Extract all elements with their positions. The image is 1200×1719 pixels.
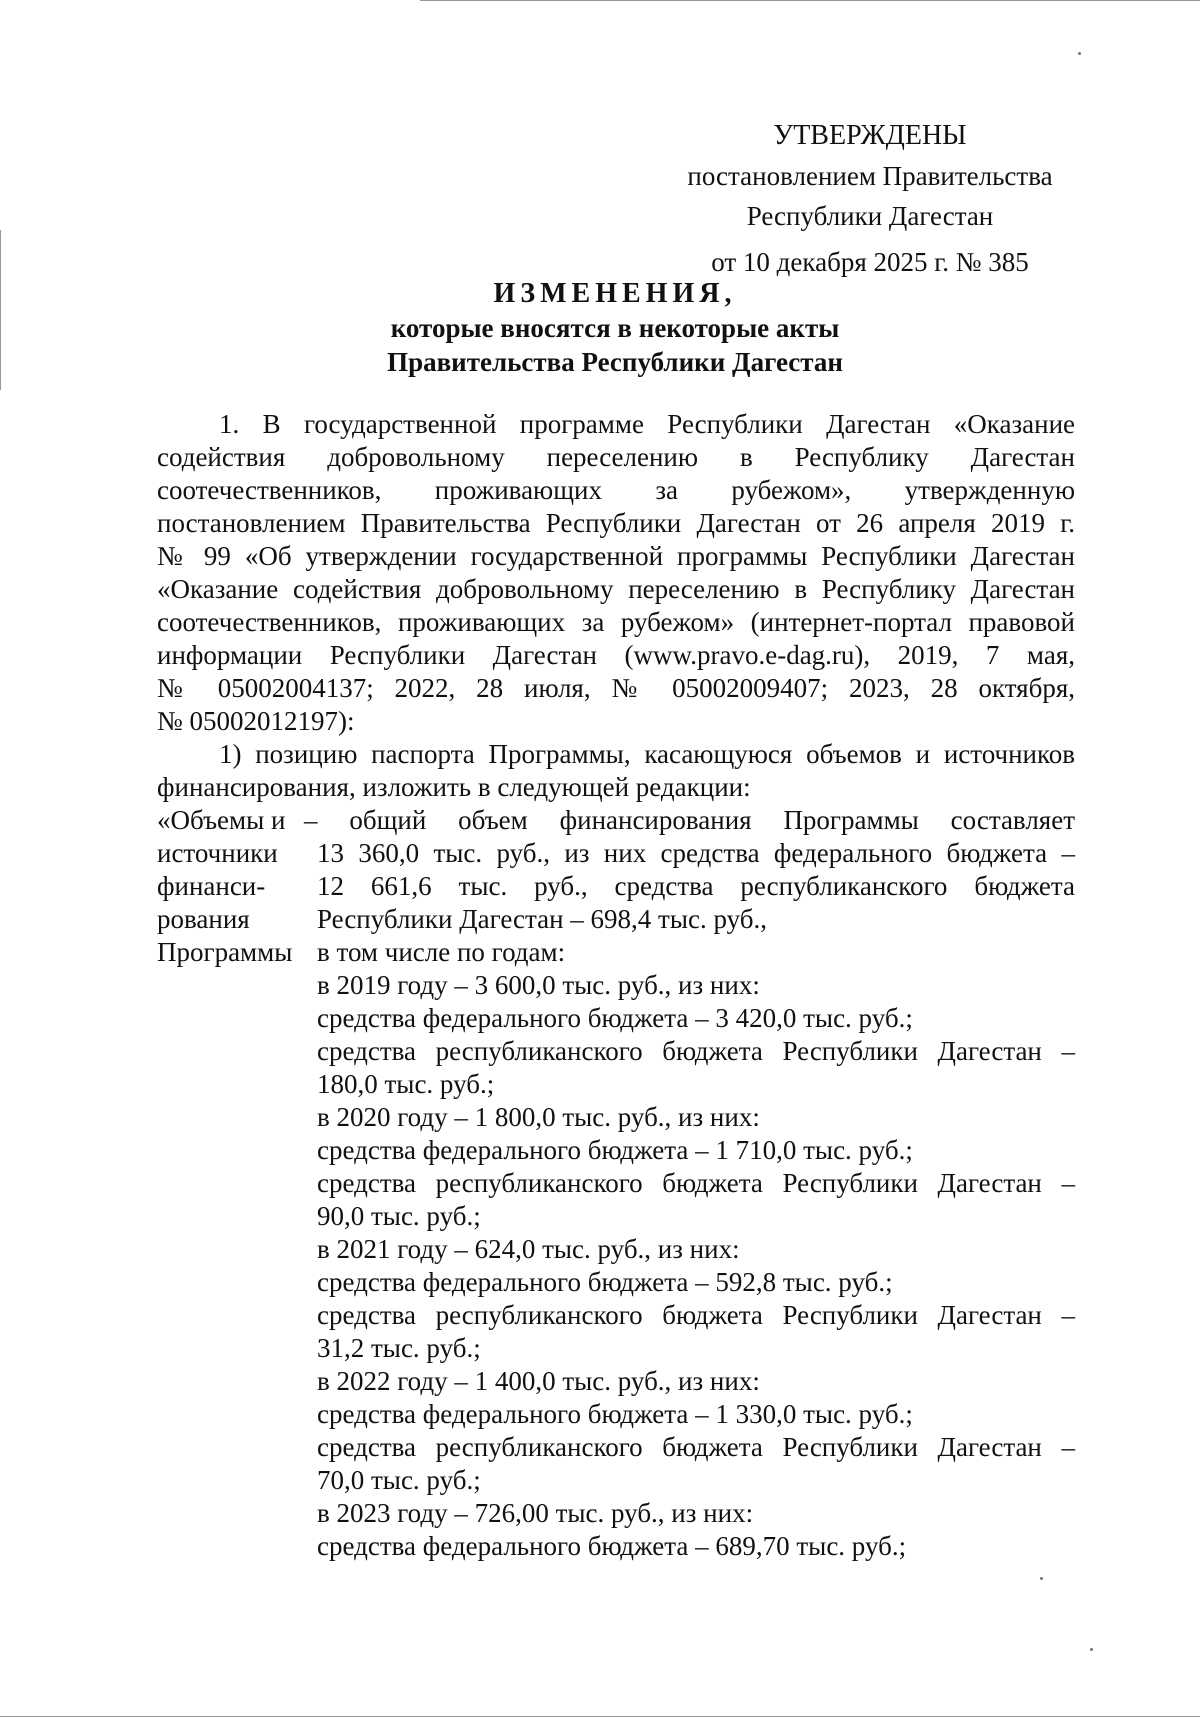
passport-text-line: средства республиканского бюджета Республики Дагестан – <box>317 1168 1075 1198</box>
passport-text-line: средства федерального бюджета – 1 330,0 тыс. руб.; <box>317 1399 913 1429</box>
document-heading <box>0 277 1200 379</box>
passport-label-line: Программы <box>157 937 293 967</box>
scan-speck <box>1078 52 1081 55</box>
passport-text-line: 90,0 тыс. руб.; <box>317 1201 481 1231</box>
passport-text-line: средства федерального бюджета – 592,8 тыс. руб.; <box>317 1267 893 1297</box>
passport-text-line: 12 661,6 тыс. руб., средства республиканского бюджета <box>317 871 1075 901</box>
passport-text-line: в том числе по годам: <box>317 937 566 967</box>
passport-text-line: в 2021 году – 624,0 тыс. руб., из них: <box>317 1234 740 1264</box>
text-line: 1) позицию паспорта Программы, касающуюся объемов и источников <box>219 739 1075 769</box>
scan-speck <box>1090 1648 1093 1651</box>
passport-text-line: средства республиканского бюджета Республики Дагестан – <box>317 1300 1075 1330</box>
passport-text-line: 180,0 тыс. руб.; <box>317 1069 495 1099</box>
passport-label-line: финанси- <box>157 871 266 901</box>
approval-date: от 10 декабря 2025 г. № 385 <box>711 247 1029 277</box>
passport-text-line: – общий объем финансирования Программы составляет <box>304 805 1075 835</box>
scan-edge-top <box>420 0 1200 1</box>
passport-position <box>157 804 1075 1563</box>
passport-label <box>157 804 317 1563</box>
text-line: «Оказание содействия добровольному переселению в Республику Дагестан <box>157 574 1075 604</box>
passport-text-line: средства федерального бюджета – 3 420,0 тыс. руб.; <box>317 1003 913 1033</box>
approval-line: постановлением Правительства <box>687 161 1053 191</box>
passport-text-line: средства республиканского бюджета Республики Дагестан – <box>317 1036 1075 1066</box>
text-line: № 05002004137; 2022, 28 июля, № 05002009407; 2023, 28 октября, <box>157 673 1075 703</box>
text-line: информации Республики Дагестан (www.pravo.e-dag.ru), 2019, 7 мая, <box>157 640 1075 670</box>
passport-label-line: «Объемы и <box>157 805 286 835</box>
text-line: 1. В государственной программе Республики Дагестан «Оказание <box>219 409 1075 439</box>
approval-title: УТВЕРЖДЕНЫ <box>773 120 967 151</box>
passport-text-line: средства республиканского бюджета Республики Дагестан – <box>317 1432 1075 1462</box>
heading-subtitle: Правительства Республики Дагестан <box>387 347 843 377</box>
scan-speck <box>1040 1577 1043 1580</box>
passport-text <box>304 804 1075 1563</box>
text-line: постановлением Правительства Республики Дагестан от 26 апреля 2019 г. <box>157 508 1075 538</box>
passport-text-line: Республики Дагестан – 698,4 тыс. руб., <box>317 904 767 934</box>
text-line: соотечественников, проживающих за рубежом», утвержденную <box>157 475 1075 505</box>
document-body <box>157 408 1075 1563</box>
passport-text-line: в 2023 году – 726,00 тыс. руб., из них: <box>317 1498 754 1528</box>
passport-label-line: источники <box>157 838 278 868</box>
paragraph-item-1 <box>157 408 1075 738</box>
text-line: № 05002012197): <box>157 706 355 736</box>
text-line: финансирования, изложить в следующей редакции: <box>157 772 751 802</box>
approval-line: Республики Дагестан <box>746 201 994 231</box>
heading-subtitle: которые вносятся в некоторые акты <box>390 313 840 343</box>
passport-text-line: в 2022 году – 1 400,0 тыс. руб., из них: <box>317 1366 760 1396</box>
passport-text-line: 31,2 тыс. руб.; <box>317 1333 481 1363</box>
scan-edge-bottom <box>0 1716 1200 1717</box>
passport-text-line: в 2019 году – 3 600,0 тыс. руб., из них: <box>317 970 760 1000</box>
passport-text-line: 13 360,0 тыс. руб., из них средства федерального бюджета – <box>317 838 1075 868</box>
approval-block <box>660 116 1080 282</box>
passport-text-line: средства федерального бюджета – 1 710,0 тыс. руб.; <box>317 1135 913 1165</box>
text-line: соотечественников, проживающих за рубежом» (интернет-портал правовой <box>157 607 1075 637</box>
passport-label-line: рования <box>157 904 250 934</box>
passport-text-line: в 2020 году – 1 800,0 тыс. руб., из них: <box>317 1102 760 1132</box>
text-line: № 99 «Об утверждении государственной программы Республики Дагестан <box>157 541 1075 571</box>
text-line: содействия добровольному переселению в Республику Дагестан <box>157 442 1075 472</box>
paragraph-subitem-1 <box>157 738 1075 804</box>
heading-title: ИЗМЕНЕНИЯ, <box>493 278 737 309</box>
passport-text-line: 70,0 тыс. руб.; <box>317 1465 481 1495</box>
passport-text-line: средства федерального бюджета – 689,70 тыс. руб.; <box>317 1531 907 1561</box>
